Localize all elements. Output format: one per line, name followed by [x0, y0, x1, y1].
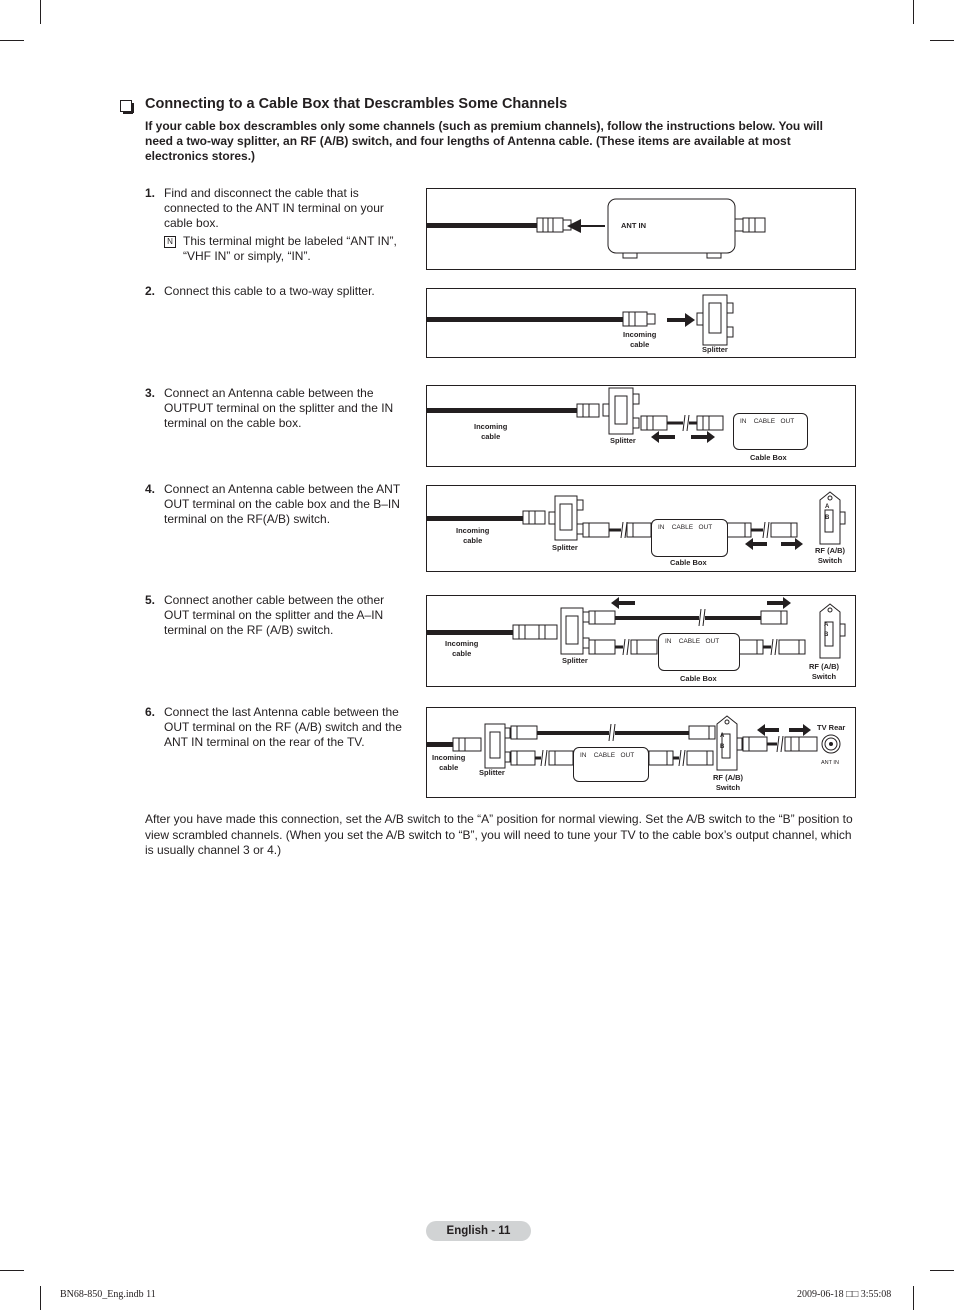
- section-title: Connecting to a Cable Box that Descrambles Some Channels: [145, 96, 568, 112]
- rf-switch-icon: [820, 492, 845, 544]
- arrow-left-icon: [611, 597, 635, 609]
- coax-connector-icon: [511, 726, 537, 739]
- after-connection-paragraph: After you have made this connection, set the A/B switch to the “A” position for normal viewing. Set the A/B switch to the “B” position to view scrambled channels. (When you set the A/B switch to “B”, you will need to tune your TV to the cable box’s output channel, which is usually channel 3 or 4.): [145, 812, 853, 857]
- tv-rear-label: TV Rear: [817, 723, 846, 732]
- step-text: Connect another cable between the other OUT terminal on the splitter and the A–IN terminal on the RF (A/B) switch.: [164, 593, 385, 638]
- coax-connector-icon: [523, 511, 545, 524]
- arrow-right-icon: [691, 431, 715, 443]
- splitter-icon: [561, 608, 589, 654]
- incoming-cable-line: [427, 223, 537, 228]
- coax-connector-icon: [511, 751, 535, 765]
- diagram-step-6: [426, 707, 856, 798]
- step-3: [145, 386, 410, 432]
- coax-connector-icon: [577, 404, 599, 417]
- step-number: 3.: [145, 386, 156, 400]
- splitter-label: Splitter: [479, 768, 505, 777]
- splitter-label: Splitter: [702, 345, 728, 354]
- crop-mark: [913, 1286, 914, 1310]
- splitter-label: Splitter: [552, 543, 578, 552]
- rf-switch-label: RF (A/B) Switch: [809, 662, 839, 681]
- coax-connector-icon: [689, 726, 715, 739]
- tv-ant-in-jack-icon: [822, 735, 840, 753]
- coax-connector-icon: [589, 611, 615, 624]
- crop-mark: [40, 1286, 41, 1310]
- step-1: [145, 186, 410, 264]
- step-text: Find and disconnect the cable that is connected to the ANT IN terminal on your cable box.: [164, 186, 384, 231]
- switch-b-label: B: [720, 744, 725, 750]
- coax-connector-icon: [697, 416, 723, 430]
- ant-in-label: ANT IN: [621, 221, 646, 230]
- switch-a-label: A: [720, 733, 725, 739]
- cable-box: [573, 747, 649, 782]
- diagram-step-2: [426, 288, 856, 358]
- note-icon: N: [164, 236, 176, 248]
- arrow-right-icon: [767, 597, 791, 609]
- checkbox-bullet-icon: [120, 100, 132, 112]
- crop-mark: [930, 40, 954, 41]
- incoming-cable-label: Incoming cable: [623, 330, 657, 349]
- splitter-label: Splitter: [610, 436, 636, 445]
- incoming-cable-line: [427, 630, 513, 635]
- coax-connector-icon: [589, 640, 615, 654]
- coax-connector-icon: [549, 751, 573, 765]
- coax-connector-icon: [743, 737, 767, 751]
- arrow-left-icon: [745, 538, 767, 550]
- coax-connector-icon: [761, 611, 787, 624]
- cable-box-label: Cable Box: [670, 558, 707, 567]
- cable-box-ports: IN CABLE OUT: [658, 524, 713, 531]
- coax-connector-icon: [453, 738, 481, 751]
- step-number: 1.: [145, 186, 156, 200]
- note-text: This terminal might be labeled “ANT IN”, “VHF IN” or simply, “IN”.: [183, 233, 397, 263]
- coax-connector-icon: [687, 751, 713, 765]
- splitter-icon: [603, 388, 639, 434]
- tv-ant-in-label: ANT IN: [821, 760, 839, 766]
- coax-connector-icon: [627, 523, 651, 537]
- diagram-step-3: [426, 385, 856, 467]
- page-number-badge: English - 11: [426, 1221, 531, 1241]
- step-number: 4.: [145, 482, 156, 496]
- step-6: [145, 705, 410, 751]
- arrow-left-icon: [757, 724, 779, 736]
- step-text: Connect this cable to a two-way splitter.: [164, 284, 375, 298]
- cable-illustration: [427, 486, 857, 573]
- step-5: [145, 593, 410, 639]
- splitter-icon: [485, 724, 510, 768]
- incoming-cable-label: Incoming cable: [432, 753, 466, 772]
- diagram-step-4: [426, 485, 856, 572]
- incoming-cable-line: [427, 742, 453, 747]
- switch-b-label: B: [825, 515, 830, 521]
- cable-box: [651, 519, 728, 557]
- cable-box-ports: IN CABLE OUT: [740, 418, 795, 425]
- cable-box-label: Cable Box: [680, 674, 717, 683]
- print-slug-file: BN68-850_Eng.indb 11: [60, 1289, 156, 1300]
- step-number: 6.: [145, 705, 156, 719]
- incoming-cable-line: [427, 516, 523, 521]
- coax-connector-icon: [537, 218, 571, 232]
- coax-connector-icon: [649, 751, 673, 765]
- step-note: [164, 234, 410, 264]
- step-4: [145, 482, 410, 528]
- coax-connector-icon: [771, 523, 797, 537]
- switch-a-label: A: [825, 504, 830, 510]
- coax-connector-icon: [641, 416, 667, 430]
- cable-illustration: [427, 596, 857, 688]
- print-slug-timestamp: 2009-06-18 □□ 3:55:08: [797, 1289, 892, 1300]
- crop-mark: [0, 40, 24, 41]
- arrow-right-icon: [789, 724, 811, 736]
- arrow-right-icon: [781, 538, 803, 550]
- cable-box-ports: IN CABLE OUT: [665, 638, 720, 645]
- intro-paragraph: If your cable box descrambles only some channels (such as premium channels), follow the instructions below. You will need a two-way splitter, an RF (A/B) switch, and four lengths of Antenna cable. (These items are available at most electronics stores.): [145, 119, 823, 163]
- crop-mark: [913, 0, 914, 24]
- switch-a-label: A: [824, 622, 829, 628]
- step-number: 2.: [145, 284, 156, 298]
- step-2: [145, 284, 410, 299]
- diagram-step-1: [426, 188, 856, 270]
- incoming-cable-line: [427, 317, 623, 322]
- rf-switch-label: RF (A/B) Switch: [815, 546, 845, 565]
- step-text: Connect an Antenna cable between the ANT OUT terminal on the cable box and the B–IN terminal on the RF(A/B) switch.: [164, 482, 400, 527]
- incoming-cable-label: Incoming cable: [445, 639, 479, 658]
- incoming-cable-label: Incoming cable: [474, 422, 508, 441]
- coax-connector-icon: [631, 640, 657, 654]
- crop-mark: [40, 0, 41, 24]
- cable-box-label: Cable Box: [750, 453, 787, 462]
- diagram-step-5: [426, 595, 856, 687]
- coax-connector-icon: [735, 218, 765, 232]
- splitter-icon: [697, 295, 733, 345]
- step-text: Connect an Antenna cable between the OUTPUT terminal on the splitter and the IN terminal on the cable box.: [164, 386, 394, 431]
- crop-mark: [0, 1270, 24, 1271]
- arrow-right-icon: [667, 313, 695, 327]
- incoming-cable-line: [427, 408, 577, 413]
- coax-connector-icon: [623, 312, 655, 326]
- coax-connector-icon: [727, 523, 751, 537]
- coax-connector-icon: [779, 640, 805, 654]
- coax-connector-icon: [513, 625, 557, 639]
- arrow-left-icon: [567, 219, 605, 233]
- step-text: Connect the last Antenna cable between the OUT terminal on the RF (A/B) switch and the ANT IN terminal on the rear of the TV.: [164, 705, 402, 750]
- switch-b-label: B: [824, 632, 829, 638]
- rf-switch-label: RF (A/B) Switch: [713, 773, 743, 792]
- cable-box-ports: IN CABLE OUT: [580, 752, 635, 759]
- incoming-cable-label: Incoming cable: [456, 526, 490, 545]
- cable-box: [658, 633, 740, 671]
- splitter-label: Splitter: [562, 656, 588, 665]
- cable-box: [733, 413, 808, 450]
- crop-mark: [930, 1270, 954, 1271]
- splitter-icon: [549, 496, 583, 540]
- step-number: 5.: [145, 593, 156, 607]
- coax-connector-icon: [785, 737, 817, 751]
- coax-connector-icon: [583, 523, 609, 537]
- coax-connector-icon: [739, 640, 763, 654]
- arrow-left-icon: [651, 431, 675, 443]
